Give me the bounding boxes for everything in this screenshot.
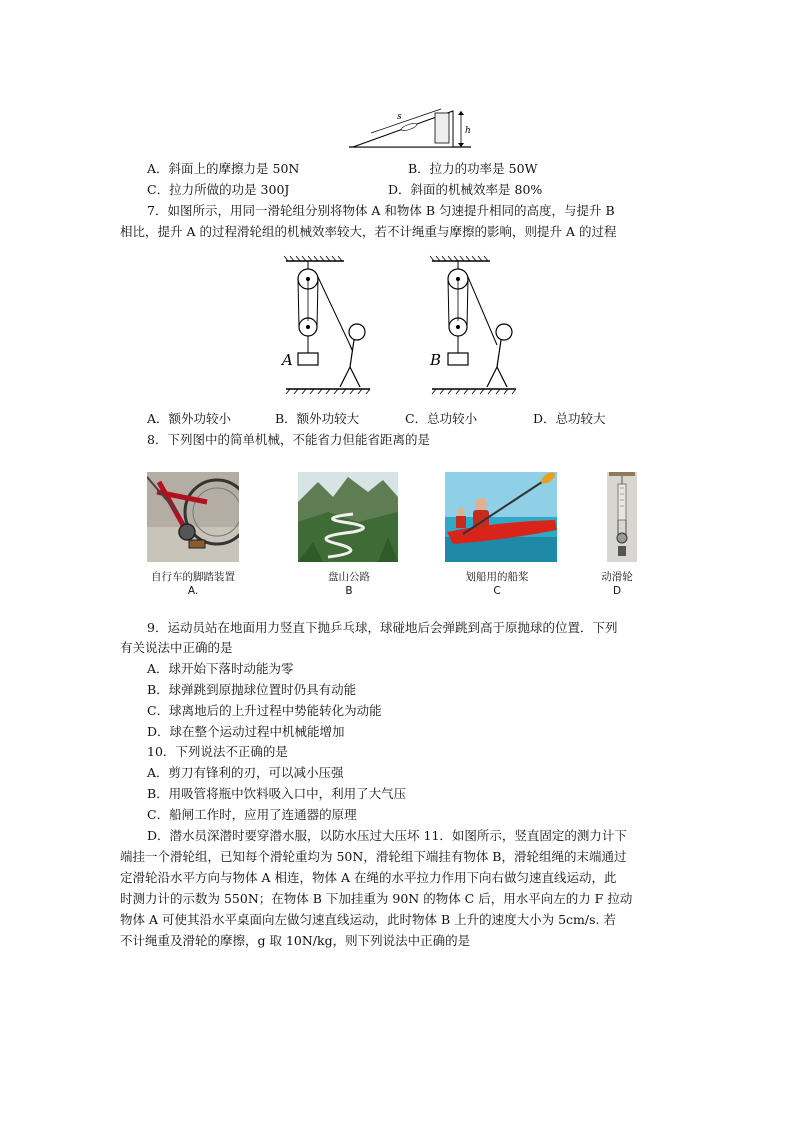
q7-option-d: D．总功较大 xyxy=(533,411,606,426)
q9-stem-line2: 有关说法中正确的是 xyxy=(120,640,233,655)
movable-pulley-photo xyxy=(607,472,637,562)
q8-stem: 8．下列图中的简单机械，不能省力但能省距离的是 xyxy=(147,432,430,447)
q7-stem-line1: 7．如图所示，用同一滑轮组分别将物体 A 和物体 B 匀速提升相同的高度，与提升 B xyxy=(147,203,615,218)
q8-caption-a-letter: A. xyxy=(187,585,199,597)
q8-caption-c-text: 划船用的船桨 xyxy=(465,571,529,583)
q10-stem: 10．下列说法不正确的是 xyxy=(147,744,288,759)
q8-caption-b-letter: B xyxy=(345,585,353,597)
q6-option-d: D．斜面的机械效率是 80% xyxy=(388,182,543,197)
q11-line1: D．潜水员深潜时要穿潜水服，以防水压过大压坏 11．如图所示，竖直固定的测力计下 xyxy=(147,828,627,843)
pulley-figure-b xyxy=(424,255,529,395)
q9-stem-line1: 9．运动员站在地面用力竖直下抛乒乓球，球碰地后会弹跳到高于原抛球的位置．下列 xyxy=(147,620,618,635)
q11-line5: 物体 A 可使其沿水平桌面向左做匀速直线运动，此时物体 B 上升的速度大小为 5cm/s. 若 xyxy=(120,912,616,927)
incline-s-label: s xyxy=(397,112,402,122)
incline-h-label: h xyxy=(465,126,471,136)
q11-line2: 端挂一个滑轮组，已知每个滑轮重均为 50N，滑轮组下端挂有物体 B，滑轮组绳的末端通过 xyxy=(120,849,627,864)
q8-caption-c xyxy=(437,570,557,598)
q7-option-a: A．额外功较小 xyxy=(147,411,232,426)
q6-option-a: A．斜面上的摩擦力是 50N xyxy=(147,161,300,176)
q8-caption-d xyxy=(567,570,667,598)
incline-figure xyxy=(345,103,477,153)
q6-option-b: B．拉力的功率是 50W xyxy=(408,161,538,176)
q9-option-b: B．球弹跳到原抛球位置时仍具有动能 xyxy=(147,682,357,697)
bicycle-pedal-photo xyxy=(147,472,239,562)
q10-option-a: A．剪刀有锋利的刃，可以减小压强 xyxy=(147,765,344,780)
q8-caption-a xyxy=(133,570,253,598)
q6-option-c: C．拉力所做的功是 300J xyxy=(147,182,290,197)
q11-line3: 定滑轮沿水平方向与物体 A 相连，物体 A 在绳的水平拉力作用下向右做匀速直线运动，此 xyxy=(120,870,617,885)
q8-caption-b-text: 盘山公路 xyxy=(328,571,370,583)
q9-option-c: C．球离地后的上升过程中势能转化为动能 xyxy=(147,703,382,718)
pulley-a-label: A xyxy=(282,351,293,369)
q10-option-b: B．用吸管将瓶中饮料吸入口中，利用了大气压 xyxy=(147,786,407,801)
q9-option-a: A．球开始下落时动能为零 xyxy=(147,661,294,676)
mountain-road-photo xyxy=(298,472,398,562)
q7-option-c: C．总功较小 xyxy=(405,411,478,426)
q8-caption-c-letter: C xyxy=(493,585,501,597)
q8-caption-d-letter: D xyxy=(612,585,622,597)
q9-option-d: D．球在整个运动过程中机械能增加 xyxy=(147,724,345,739)
q7-option-b: B．额外功较大 xyxy=(275,411,360,426)
q7-stem-line2: 相比，提升 A 的过程滑轮组的机械效率较大，若不计绳重与摩擦的影响，则提升 A 的过程 xyxy=(120,224,617,239)
q8-caption-b xyxy=(289,570,409,598)
q10-option-c: C．船闸工作时，应用了连通器的原理 xyxy=(147,807,357,822)
q11-line4: 时测力计的示数为 550N；在物体 B 下加挂重为 90N 的物体 C 后，用水平向左的力 F 拉动 xyxy=(120,891,633,906)
pulley-figure-a xyxy=(278,255,383,395)
q8-caption-d-text: 动滑轮 xyxy=(601,571,633,583)
pulley-b-label: B xyxy=(430,351,442,369)
q8-caption-a-text: 自行车的脚踏装置 xyxy=(151,571,235,583)
paddle-photo xyxy=(445,472,557,562)
q11-line6: 不计绳重及滑轮的摩擦，g 取 10N/kg，则下列说法中正确的是 xyxy=(120,933,471,948)
